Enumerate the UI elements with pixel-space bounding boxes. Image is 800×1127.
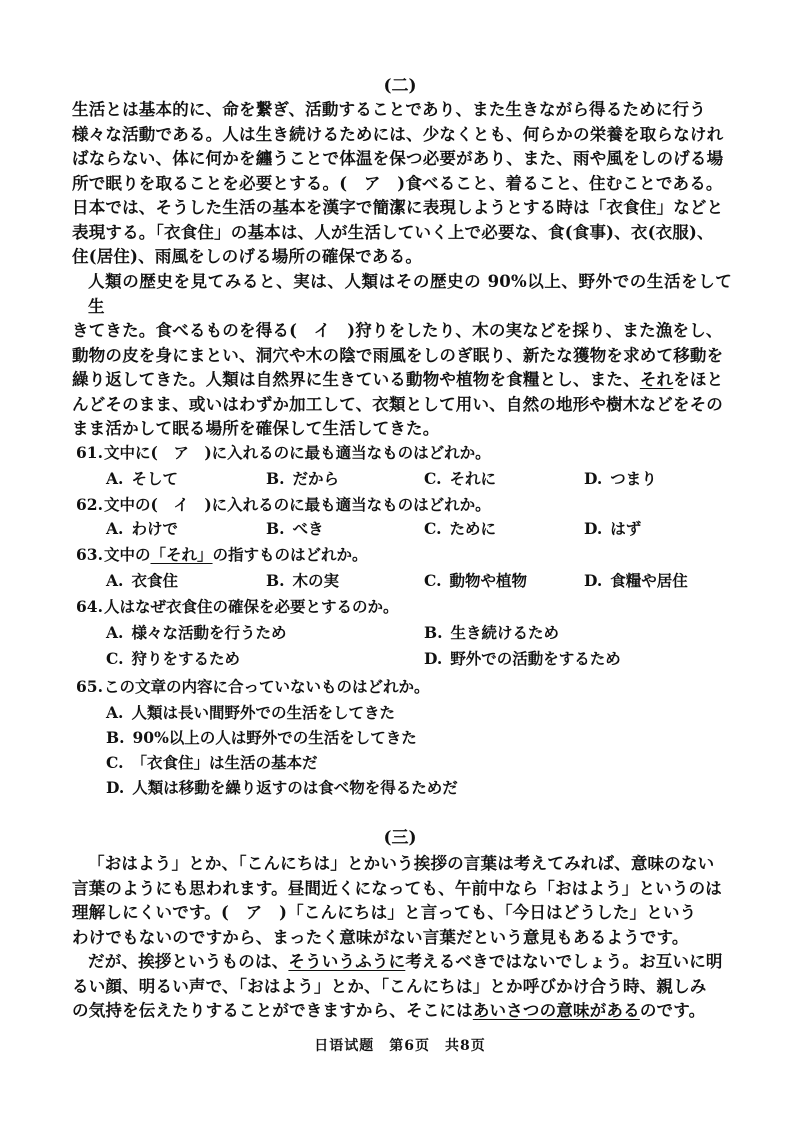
option-d[interactable]: D. 食糧や居住 — [584, 571, 688, 590]
question-number: 61. — [76, 443, 103, 462]
question-text: 人はなぜ衣食住の確保を必要とするのか。 — [104, 597, 399, 616]
text-line — [72, 999, 732, 1024]
option-a[interactable]: A. 衣食住 — [106, 571, 178, 590]
page-footer: 日语试题 第6页 共8页 — [314, 1038, 486, 1054]
section-2-paragraph-1 — [72, 98, 732, 270]
text-segment: のです。 — [639, 1001, 706, 1020]
question-64 — [76, 596, 399, 618]
option-a[interactable]: A. わけで — [106, 519, 178, 538]
option-d[interactable]: D. 人類は移動を繰り返すのは食べ物を得るためだ — [106, 778, 458, 797]
text-line: きてきた。食べるものを得る( イ )狩りをしたり、木の実などを採り、また漁をし、 — [72, 321, 723, 340]
text-line: 人類の歴史を見てみると、実は、人類はその歴史の 90%以上、野外での生活をして生 — [88, 272, 732, 316]
underlined-reference: 「それ」 — [150, 545, 213, 564]
section-3-title: (三) — [383, 828, 417, 848]
question-64-options — [106, 622, 706, 674]
text-segment: だが、挨拶というものは、 — [88, 952, 289, 971]
option-b[interactable]: B. べき — [266, 519, 324, 538]
question-65-options — [106, 702, 706, 802]
text-line: 言葉のようにも思われます。昼間近くになっても、午前中なら「おはよう」というのは — [72, 878, 722, 898]
text-line: 生活とは基本的に、命を繋ぎ、活動することであり、また生きながら得るために行う — [72, 100, 706, 119]
question-text: 文中の — [104, 545, 151, 564]
section-2-paragraph-2 — [72, 270, 732, 442]
question-text: 文中に( ア )に入れるのに最も適当なものはどれか。 — [104, 443, 491, 462]
text-line: 住(居住)、雨風をしのげる場所の確保である。 — [72, 247, 423, 266]
text-line: まま活かして眠る場所を確保して生活してきた。 — [72, 419, 440, 438]
option-d[interactable]: D. 野外での活動をするため — [424, 649, 621, 668]
question-number: 65. — [76, 677, 103, 696]
text-segment: 繰り返してきた。人類は自然界に生きている動物や植物を食糧とし、また、 — [72, 370, 640, 389]
text-segment: 考えるべきではないでしょう。お互いに明 — [405, 952, 723, 971]
text-line: るい顔、明るい声で、「おはよう」とか、「こんにちは」とか呼びかけ合う時、親しみ — [72, 976, 707, 996]
question-number: 62. — [76, 495, 103, 514]
question-text: の指すものはどれか。 — [212, 545, 368, 564]
question-number: 64. — [76, 597, 103, 616]
option-c[interactable]: C. ために — [424, 519, 496, 538]
question-65 — [76, 676, 430, 698]
option-b[interactable]: B. 90%以上の人は野外での生活をしてきた — [106, 728, 417, 747]
option-a[interactable]: A. 人類は長い間野外での生活をしてきた — [106, 703, 395, 722]
option-c[interactable]: C. 動物や植物 — [424, 571, 527, 590]
text-line — [72, 950, 732, 975]
text-line: 所で眠りを取ることを必要とする。( ア )食べること、着ること、住むことである。 — [72, 173, 723, 193]
text-line: 様々な活動である。人は生き続けるためには、少なくとも、何らかの栄養を取らなけれ — [72, 124, 724, 144]
option-a[interactable]: A. 様々な活動を行うため — [106, 623, 287, 642]
text-line: 日本では、そうした生活の基本を漢字で簡潔に表現しようとする時は「衣食住」などと — [72, 198, 724, 217]
option-b[interactable]: B. だから — [266, 469, 340, 488]
question-text: この文章の内容に合っていないものはどれか。 — [104, 677, 430, 696]
option-b[interactable]: B. 生き続けるため — [424, 623, 560, 642]
question-62 — [76, 494, 491, 516]
underlined-phrase: あいさつの意味がある — [472, 1001, 640, 1020]
text-line: 理解しにくいです。( ア )「こんにちは」と言っても、「今日はどうした」という — [72, 903, 697, 922]
text-line: わけでもないのですから、まったく意味がない言葉だという意見もあるようです。 — [72, 927, 689, 947]
text-line: 「おはよう」とか、「こんにちは」とかいう挨拶の言葉は考えてみれば、意味のない — [88, 854, 715, 873]
option-a[interactable]: A. そして — [106, 469, 178, 488]
section-3-paragraph-2 — [72, 950, 732, 1024]
option-c[interactable]: C. それに — [424, 469, 496, 488]
section-3-paragraph-1 — [72, 852, 732, 950]
question-61 — [76, 442, 491, 464]
underlined-reference: それ — [639, 370, 674, 389]
underlined-phrase: そういうふうに — [288, 952, 406, 971]
text-line — [72, 368, 732, 393]
option-c[interactable]: C. 「衣食住」は生活の基本だ — [106, 753, 318, 772]
question-63 — [76, 544, 368, 566]
text-line: 動物の皮を身にまとい、洞穴や木の陰で雨風をしのぎ眠り、新たな獲物を求めて移動を — [72, 345, 724, 365]
text-segment: をほと — [673, 370, 724, 389]
question-text: 文中の( イ )に入れるのに最も適当なものはどれか。 — [104, 495, 491, 514]
text-segment: の気持を伝えたりすることができますから、そこには — [72, 1001, 473, 1020]
section-2-title: (二) — [383, 76, 417, 96]
text-line: ばならない、体に何かを纏うことで体温を保つ必要があり、また、雨や風をしのげる場 — [72, 149, 724, 168]
text-line: 表現する。「衣食住」の基本は、人が生活していく上で必要な、食(食事)、衣(衣服)、 — [72, 222, 714, 242]
option-d[interactable]: D. つまり — [584, 469, 657, 488]
option-b[interactable]: B. 木の実 — [266, 571, 340, 590]
question-number: 63. — [76, 545, 103, 564]
option-d[interactable]: D. はず — [584, 519, 642, 538]
option-c[interactable]: C. 狩りをするため — [106, 649, 240, 668]
text-line: んどそのまま、或いはわずか加工して、衣類として用い、自然の地形や樹木などをその — [72, 394, 723, 414]
